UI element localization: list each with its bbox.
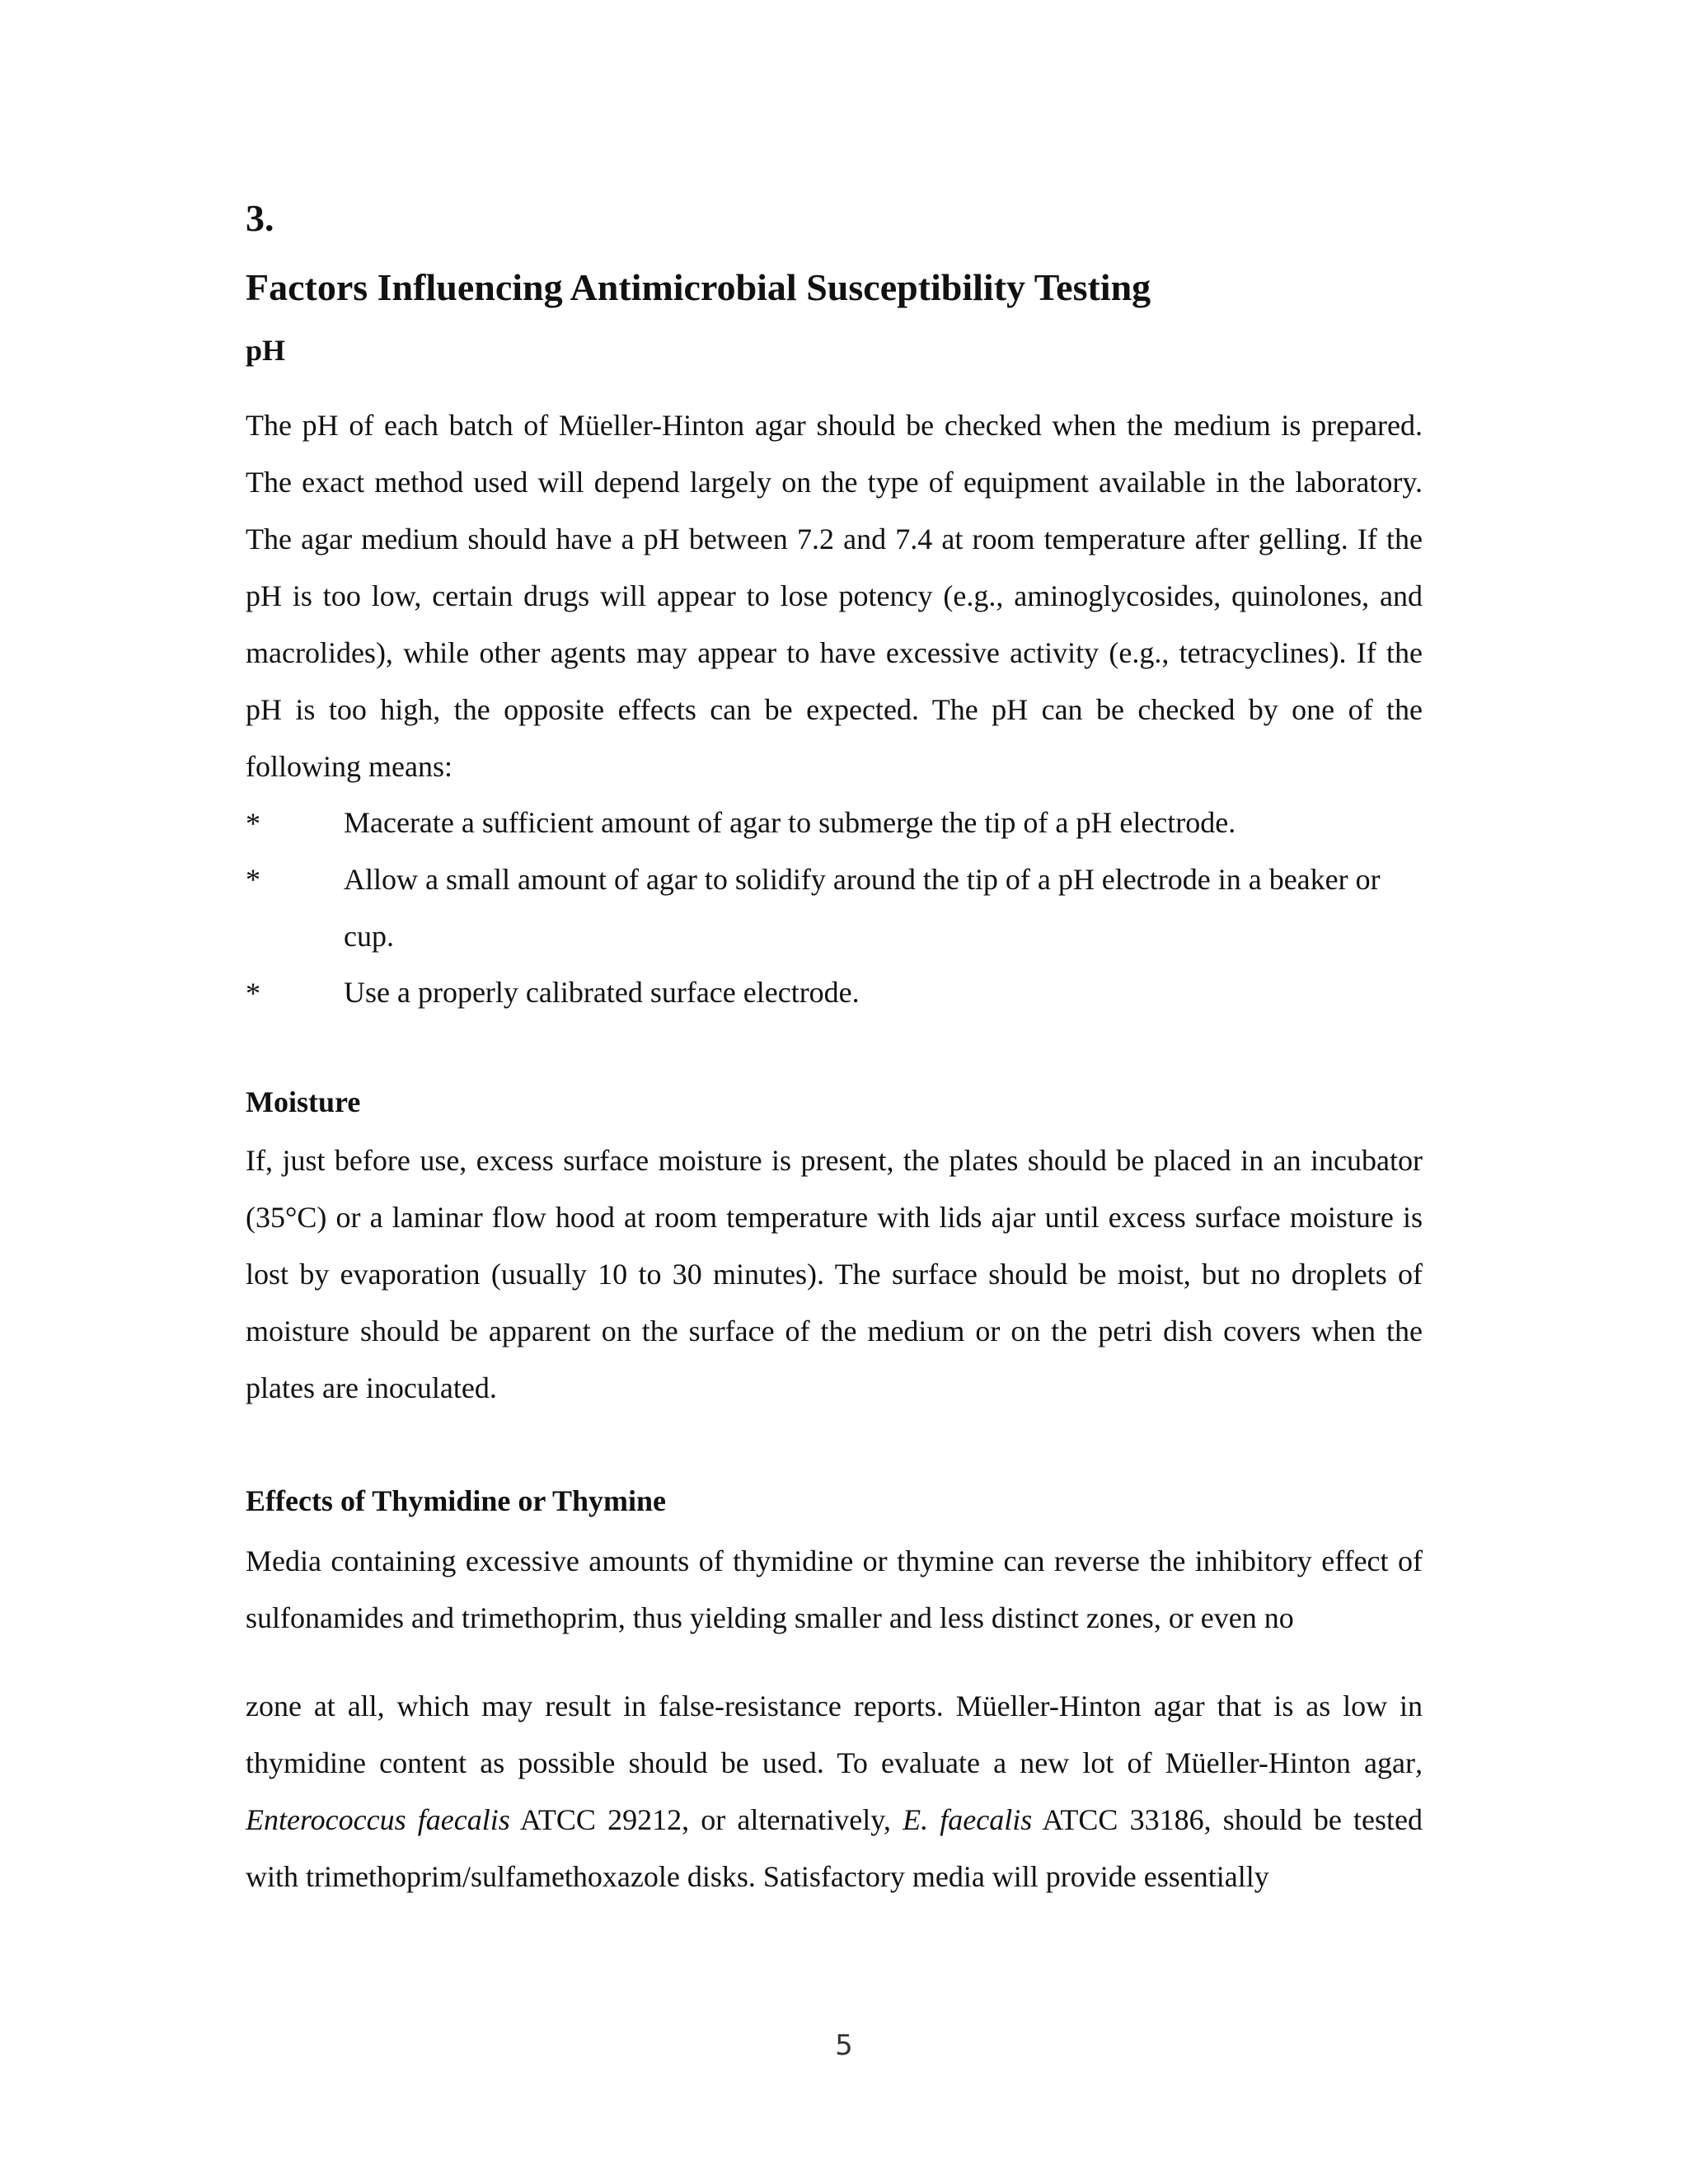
- bullet-marker: *: [246, 807, 260, 840]
- ph-heading: pH: [246, 334, 286, 367]
- paragraph-text: ATCC 33186, should be tested with trimethoprim/sulfamethoxazole disks. Satisfactory media will provide essentially: [246, 1803, 1423, 1893]
- thymidine-paragraph-part2: [246, 1678, 1423, 1905]
- ph-paragraph: The pH of each batch of Müeller-Hinton agar should be checked when the medium is prepared. The exact method used will depend largely on the type of equipment available in the laboratory. The agar medium should have a pH between 7.2 and 7.4 at room temperature after gelling. If the pH is too low, certain drugs will appear to lose potency (e.g., aminoglycosides, quinolones, and macrolides), while other agents may appear to have excessive activity (e.g., tetracyclines). If the pH is too high, the opposite effects can be expected. The pH can be checked by one of the following means:: [246, 409, 1423, 783]
- section-title: Factors Influencing Antimicrobial Susceptibility Testing: [246, 266, 1151, 308]
- moisture-heading: Moisture: [246, 1085, 361, 1118]
- page-number: 5: [835, 2029, 853, 2062]
- organism-name: Enterococcus faecalis: [246, 1803, 510, 1836]
- ph-bullet-2: Allow a small amount of agar to solidify around the tip of a pH electrode in a beaker or cup.: [344, 863, 1381, 953]
- moisture-paragraph: If, just before use, excess surface moisture is present, the plates should be placed in an incubator (35°C) or a laminar flow hood at room temperature with lids ajar until excess surface moisture is lost by evaporation (usually 10 to 30 minutes). The surface should be moist, but no droplets of moisture should be apparent on the surface of the medium or on the petri dish covers when the plates are inoculated.: [246, 1144, 1423, 1404]
- section-number: 3.: [246, 197, 274, 239]
- bullet-marker: *: [246, 863, 260, 896]
- organism-name: E. faecalis: [903, 1803, 1033, 1836]
- paragraph-text: ATCC 29212, or alternatively,: [509, 1803, 903, 1836]
- ph-bullet-3: Use a properly calibrated surface electrode.: [344, 976, 860, 1009]
- ph-bullet-1: Macerate a sufficient amount of agar to submerge the tip of a pH electrode.: [344, 806, 1236, 839]
- paragraph-comma: ,: [1415, 1746, 1423, 1779]
- paragraph-text: zone at all, which may result in false-resistance reports. Müeller-Hinton agar that is as low in thymidine content as possible should be used. To evaluate a new lot of Müeller-Hinton agar: [246, 1690, 1423, 1779]
- bullet-marker: *: [246, 977, 260, 1010]
- thymidine-heading: Effects of Thymidine or Thymine: [246, 1484, 667, 1517]
- thymidine-paragraph-part1: Media containing excessive amounts of thymidine or thymine can reverse the inhibitory effect of sulfonamides and trimethoprim, thus yielding smaller and less distinct zones, or even no: [246, 1544, 1423, 1634]
